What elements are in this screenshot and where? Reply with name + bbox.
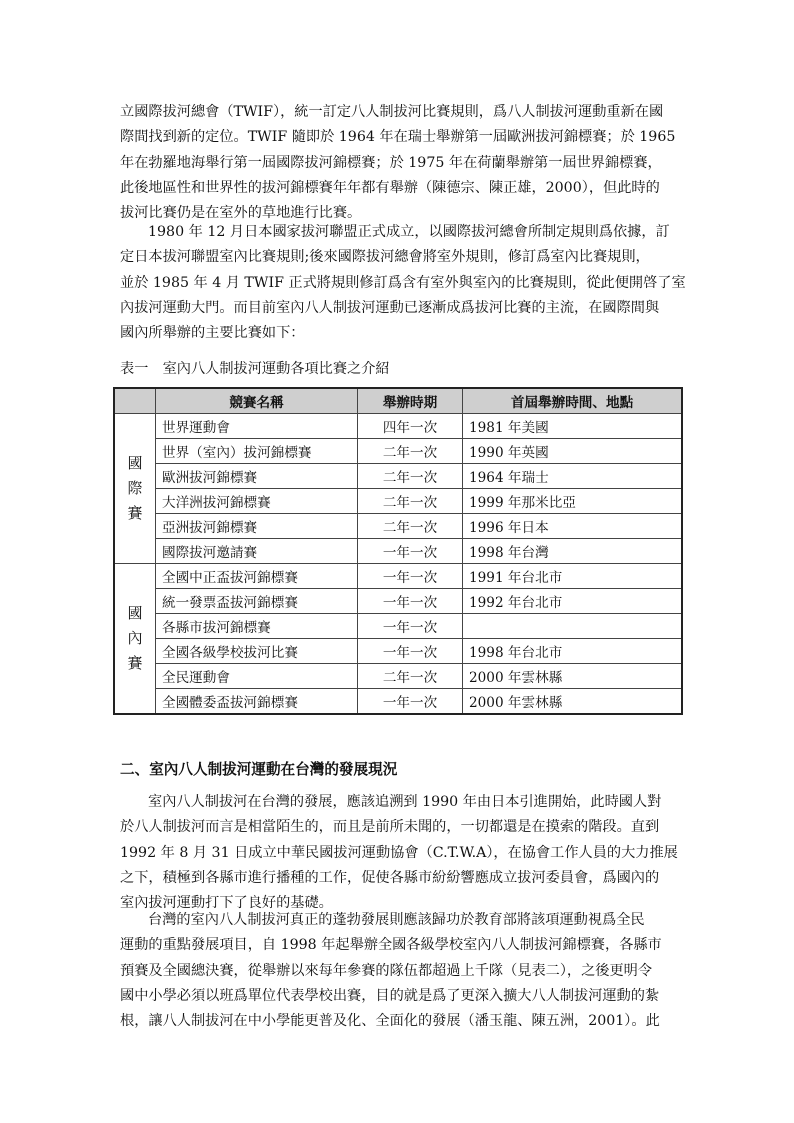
first-held-cell: 1998 年台北市 (463, 639, 683, 664)
table-body (114, 414, 682, 715)
text-line: 於八人制拔河而言是相當陌生的，而且是前所未聞的，一切都還是在摸索的階段。直到 (120, 819, 660, 836)
competitions-table (113, 387, 683, 715)
table-caption: 表一 室內八人制拔河運動各項比賽之介紹 (120, 361, 390, 377)
text-line: 1992 年 8 月 31 日成立中華民國拔河運動協會（C.T.W.A），在協會工作人員的大力推展 (120, 844, 678, 861)
competition-name-cell: 全國中正盃拔河錦標賽 (156, 564, 358, 589)
frequency-cell: 一年一次 (358, 639, 463, 664)
group-label (114, 564, 156, 715)
frequency-cell: 二年一次 (358, 664, 463, 689)
paragraph-taiwan-development (120, 908, 676, 1034)
frequency-cell: 一年一次 (358, 614, 463, 639)
first-held-cell: 1990 年英國 (463, 439, 683, 464)
group-label-char: 賽 (127, 654, 143, 672)
table-header-row (114, 388, 682, 414)
text-line: 根，讓八人制拔河在中小學能更普及化、全面化的發展（潘玉龍、陳五洲，2001）。此 (120, 1013, 660, 1030)
competition-name-cell: 歐洲拔河錦標賽 (156, 464, 358, 489)
group-label-char: 賽 (127, 504, 143, 522)
table-row (114, 664, 682, 689)
first-held-cell: 2000 年雲林縣 (463, 689, 683, 715)
table-row (114, 539, 682, 564)
frequency-cell: 一年一次 (358, 539, 463, 564)
competition-name-cell: 世界運動會 (156, 414, 358, 439)
text-line: 內拔河運動大門。而目前室內八人制拔河運動已逐漸成爲拔河比賽的主流，在國際間與 (120, 299, 660, 316)
text-line: 拔河比賽仍是在室外的草地進行比賽。 (120, 205, 362, 222)
frequency-cell: 二年一次 (358, 439, 463, 464)
table-row (114, 614, 682, 639)
competition-name-cell: 亞洲拔河錦標賽 (156, 514, 358, 539)
first-held-cell: 1999 年那米比亞 (463, 489, 683, 514)
text-line: 際間找到新的定位。TWIF 隨即於 1964 年在瑞士舉辦第一屆歐洲拔河錦標賽；於 1965 (120, 129, 676, 146)
header-first-held: 首屆舉辦時間、地點 (463, 388, 683, 414)
text-line: 立國際拔河總會（TWIF），統一訂定八人制拔河比賽規則，爲八人制拔河運動重新在國 (120, 104, 664, 120)
first-held-cell: 1991 年台北市 (463, 564, 683, 589)
header-frequency: 舉辦時期 (358, 388, 463, 414)
competition-name-cell: 全國各級學校拔河比賽 (156, 639, 358, 664)
table-row (114, 414, 682, 439)
group-label-char: 內 (127, 629, 143, 647)
text-line: 1980 年 12 月日本國家拔河聯盟正式成立，以國際拔河總會所制定規則爲依據，訂 (148, 224, 670, 240)
competition-name-cell: 各縣市拔河錦標賽 (156, 614, 358, 639)
table-row (114, 439, 682, 464)
text-line: 預賽及全國總決賽，從舉辦以來每年參賽的隊伍都超過上千隊（見表二），之後更明令 (120, 962, 653, 979)
frequency-cell: 一年一次 (358, 564, 463, 589)
text-line: 國內所舉辦的主要比賽如下： (120, 325, 305, 342)
text-line: 並於 1985 年 4 月 TWIF 正式將規則修訂爲含有室外與室內的比賽規則，從此便開啓了室 (120, 274, 686, 291)
text-line: 年在勃羅地海舉行第一屆國際拔河錦標賽；於 1975 年在荷蘭舉辦第一屆世界錦標賽， (120, 154, 662, 171)
paragraph-twif-history (120, 100, 676, 226)
table-row (114, 489, 682, 514)
text-line: 之下，積極到各縣市進行播種的工作，促使各縣市紛紛響應成立拔河委員會，爲國內的 (120, 869, 660, 886)
group-label-char: 際 (127, 479, 143, 497)
frequency-cell: 二年一次 (358, 514, 463, 539)
section-heading: 二、室內八人制拔河運動在台灣的發展現況 (120, 761, 398, 778)
competition-name-cell: 世界（室內）拔河錦標賽 (156, 439, 358, 464)
first-held-cell: 1998 年台灣 (463, 539, 683, 564)
header-competition-name: 競賽名稱 (156, 388, 358, 414)
text-line: 台灣的室內八人制拔河真正的蓬勃發展則應該歸功於教育部將該項運動視爲全民 (148, 912, 645, 928)
paragraph-japan-rules (120, 220, 686, 346)
competition-name-cell: 國際拔河邀請賽 (156, 539, 358, 564)
text-line: 室內拔河運動打下了良好的基礎。 (120, 895, 333, 912)
group-label-char: 國 (127, 604, 143, 622)
frequency-cell: 一年一次 (358, 689, 463, 715)
first-held-cell: 2000 年雲林縣 (463, 664, 683, 689)
table-row (114, 689, 682, 715)
first-held-cell: 1992 年台北市 (463, 589, 683, 614)
text-line: 國中小學必須以班爲單位代表學校出賽，目的就是爲了更深入擴大八人制拔河運動的紮 (120, 987, 660, 1004)
text-line: 定日本拔河聯盟室內比賽規則;後來國際拔河總會將室外規則，修訂爲室內比賽規則， (120, 249, 650, 266)
table-row (114, 589, 682, 614)
first-held-cell: 1964 年瑞士 (463, 464, 683, 489)
group-label (114, 414, 156, 564)
frequency-cell: 一年一次 (358, 589, 463, 614)
table-row (114, 464, 682, 489)
frequency-cell: 二年一次 (358, 464, 463, 489)
table-row (114, 514, 682, 539)
competition-name-cell: 大洋洲拔河錦標賽 (156, 489, 358, 514)
frequency-cell: 二年一次 (358, 489, 463, 514)
frequency-cell: 四年一次 (358, 414, 463, 439)
text-line: 室內八人制拔河在台灣的發展，應該追溯到 1990 年由日本引進開始，此時國人對 (148, 794, 662, 810)
text-line: 此後地區性和世界性的拔河錦標賽年年都有舉辦（陳德宗、陳正雄，2000），但此時的 (120, 179, 660, 196)
text-line: 運動的重點發展項目，自 1998 年起舉辦全國各級學校室內八人制拔河錦標賽，各縣市 (120, 937, 662, 954)
first-held-cell (463, 614, 683, 639)
paragraph-taiwan-introduction (120, 790, 676, 916)
table-row (114, 639, 682, 664)
group-label-char: 國 (127, 454, 143, 472)
competition-name-cell: 全民運動會 (156, 664, 358, 689)
table-row (114, 564, 682, 589)
competition-name-cell: 統一發票盃拔河錦標賽 (156, 589, 358, 614)
first-held-cell: 1996 年日本 (463, 514, 683, 539)
competition-name-cell: 全國體委盃拔河錦標賽 (156, 689, 358, 715)
header-blank (114, 388, 156, 414)
first-held-cell: 1981 年美國 (463, 414, 683, 439)
